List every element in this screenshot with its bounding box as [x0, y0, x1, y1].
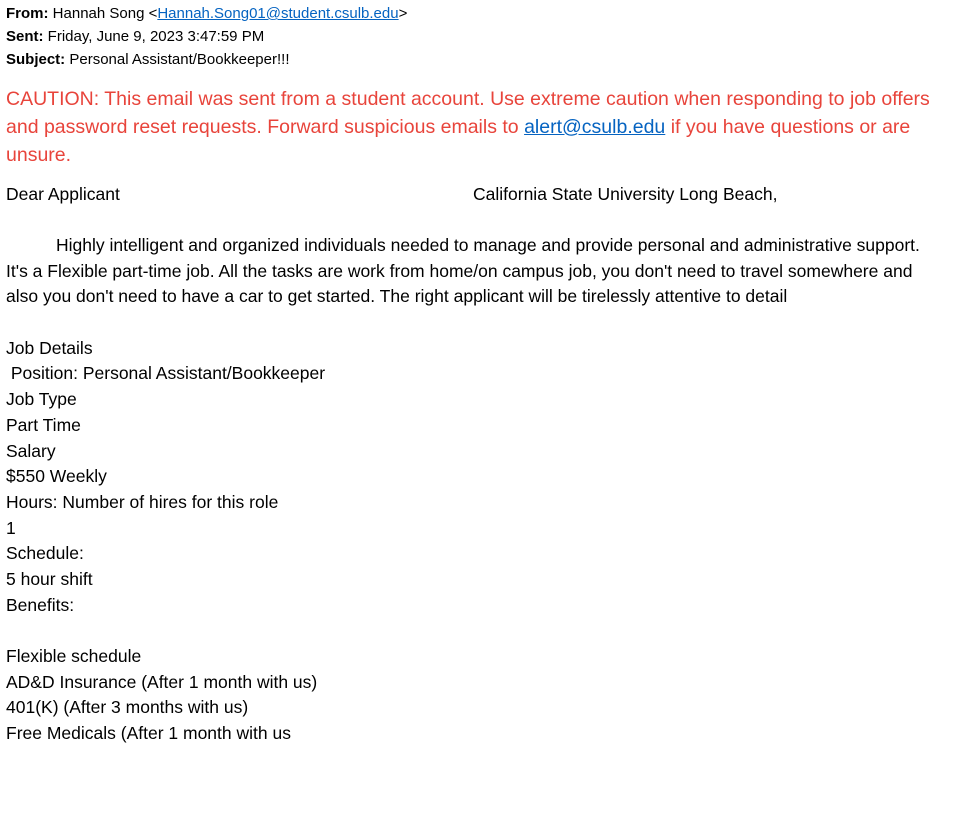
detail-line: 401(K) (After 3 months with us) — [6, 697, 249, 718]
subject-value: Personal Assistant/Bookkeeper!!! — [69, 51, 290, 68]
greeting-right: California State University Long Beach, — [473, 184, 778, 204]
detail-line: Job Type — [6, 389, 77, 410]
caution-text-after: if you have questions or are unsure. — [6, 116, 911, 166]
detail-line-blank — [6, 618, 956, 644]
detail-line: Position: Personal Assistant/Bookkeeper — [6, 363, 326, 384]
detail-line: 1 — [6, 517, 16, 538]
sent-label: Sent: — [6, 28, 44, 45]
detail-line: Benefits: — [6, 594, 75, 615]
detail-line: Free Medicals (After 1 month with us — [6, 723, 291, 744]
intro-paragraph: Highly intelligent and organized individuals needed to manage and provide personal and administrative support. It's a Flexible part-time job. All the tasks are work from home/on campus job, you don't need to travel somewhere and also you don't need to have a car to get started. The right applicant will be tirelessly attentive to detail — [6, 235, 920, 307]
from-name: Hannah Song < — [52, 5, 158, 22]
caution-banner — [6, 85, 956, 169]
sent-line — [6, 25, 956, 48]
detail-line: Hours: Number of hires for this role — [6, 491, 279, 512]
caution-text-before: CAUTION: This email was sent from a student account. Use extreme caution when responding to job offers and password reset requests. Forward suspicious emails to — [6, 88, 930, 138]
detail-line: Part Time — [6, 414, 81, 435]
detail-line: Flexible schedule — [6, 646, 142, 667]
email-message — [6, 2, 956, 747]
greeting-left: Dear Applicant — [6, 184, 120, 204]
detail-line: Salary — [6, 440, 56, 461]
detail-line: Schedule: — [6, 543, 84, 564]
detail-line: $550 Weekly — [6, 466, 107, 487]
job-details — [6, 336, 956, 747]
sent-value: Friday, June 9, 2023 3:47:59 PM — [47, 28, 265, 45]
caution-alert-link[interactable]: alert@csulb.edu — [524, 116, 666, 138]
greeting-line — [6, 181, 956, 207]
from-email-link[interactable]: Hannah.Song01@student.csulb.edu — [157, 5, 399, 22]
from-line — [6, 2, 956, 25]
detail-line: Job Details — [6, 337, 93, 358]
detail-line: AD&D Insurance (After 1 month with us) — [6, 671, 318, 692]
detail-line: 5 hour shift — [6, 568, 93, 589]
from-close: > — [398, 5, 408, 22]
from-label: From: — [6, 5, 49, 22]
subject-label: Subject: — [6, 51, 66, 68]
subject-line — [6, 48, 956, 71]
